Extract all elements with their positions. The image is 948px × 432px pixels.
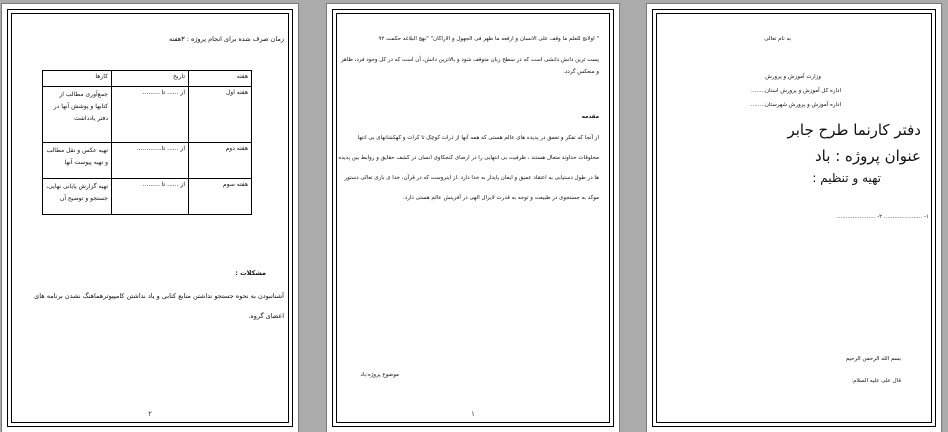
verse-translation: پست ترین دانش دانشی است که در سطح زبان متوقف شود و بالاترین دانش، آن است که در کل وجود فرد، ظاهر و منعکس گردد. [340,57,599,75]
bismillah: بسم الله الرحمن الرحیم [845,356,901,362]
ministry-line: اداره آموزش و پرورش شهرستان........ [750,102,841,108]
cell-date: از ...... تا............. [112,143,189,179]
cell-tasks: جمع‌آوری مطالب از کتابها و پوشش آنها در دفتر یادداشت [43,87,112,143]
cell-date: از ...... تا ......... [112,87,189,143]
table-header-row [43,71,252,87]
opening-verse: " اولانج للعلم ما وقف علی الانسان و ارفعه ما ظهر فی الجهول و الاراکان" "نهج البلاغه حکمت ۹۲ [378,36,599,42]
cell-week: هفته اول [189,87,252,143]
project-title: عنوان پروژه : باد [815,147,921,165]
document-cover-page [647,4,941,432]
cell-week: هفته سوم [189,179,252,215]
ministry-line: وزارت آموزش و پرورش [765,74,821,80]
time-spent-line: زمان صرف شده برای انجام پروژه : ۳هفته [169,35,284,43]
group-members: ۱- ...................... ۲- ...................... [836,214,929,220]
hadith-attribution: قال علی علیه السلام: [851,378,901,384]
introduction-text: از آنجا که تفکر و تعمق در پدیده های عالم هستی که همه آنها از ذرات کوچک تا کرات و کهکشانهای بی انتها مخلوقات خداوند متعال هستند ، ظرفیت بی انتهایی را در ارضای کنجکاوی انسان در کشف حقایق و روابط بین پدیده ها در طول دستیابی به اعتقاد عمیق و ایمان پایدار به خدا دارد .از اینروست که در قرآن، خدا ی باری تعالی دستور موکد به جستجوی در طبیعت و توجه به قدرت لایزال الهی در آفرینش عالم هستی دارد. [338,135,599,201]
table-row [43,87,252,143]
table-row [43,179,252,215]
document-page-2 [2,4,298,432]
problems-text: آشنانبودن به نحوه جستجو نداشتن منابع کتابی و یاد نداشتن کامپیوترهماهنگ نشدن برنامه های اعضای گروه. [34,292,284,320]
header-label: به نام تعالی [764,36,791,42]
header-tasks: کارها [43,71,112,87]
project-topic: موضوع پروژه:باد [360,372,399,378]
cell-tasks: تهیه گزارش پایانی نهایی، جستجو و توضیح آن [43,179,112,215]
schedule-table [42,70,252,215]
cell-tasks: تهیه عکس و نقل مطالب و تهیه پیوست آنها [43,143,112,179]
page-number: ۱ [471,410,475,418]
problems-heading: مشکلات : [235,269,266,277]
ministry-line: اداره کل آموزش و پرورش استان........ [751,88,841,94]
introduction-heading: مقدمه [581,114,599,120]
header-date: تاریخ [112,71,189,87]
cell-week: هفته دوم [189,143,252,179]
document-page-1 [327,4,619,432]
table-row [43,143,252,179]
document-title: دفتر کارنما طرح جابر [787,121,921,139]
cell-date: از ...... تا ......... [112,179,189,215]
header-week: هفته [189,71,252,87]
page-number: ۲ [148,410,152,418]
prepared-by-label: تهیه و تنظیم : [812,171,881,185]
